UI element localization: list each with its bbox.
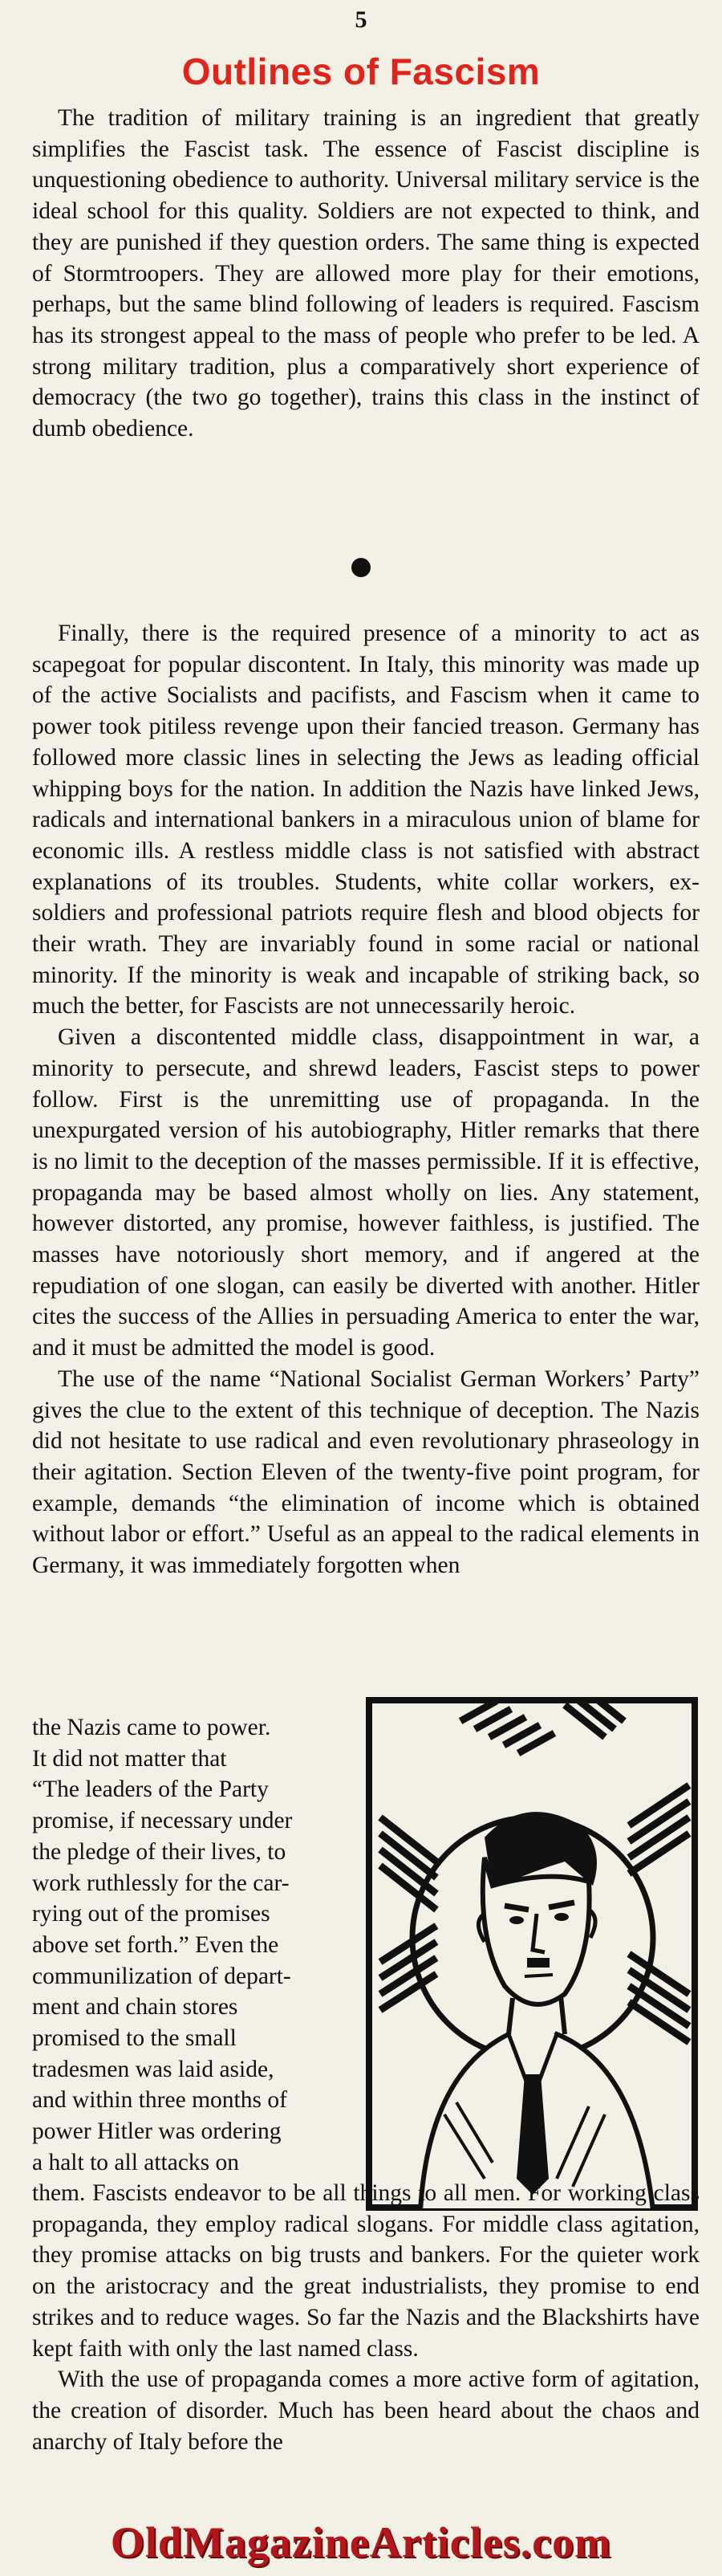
paragraph-1: The tradition of military training is an ingredient that greatly simplifies the Fascist task. The essence of Fascist discipline is unquestioning obedience to authority. Universal military service is the ideal school for this quality. Soldiers are not expected to think, and they are punished if they question orders. The same thing is expected of Stormtroopers. They are allowed more play for their emotions, perhaps, but the same blind following of leaders is required. Fascism has its strongest appeal to the mass of people who prefer to be led. A strong military tradition, plus a comparatively short experience of democracy (the two go together), trains this class in the instinct of dumb obedience. [32, 105, 700, 442]
wrapped-text-line: the pledge of their lives, to [32, 1838, 286, 1865]
wrapped-text-line: It did not matter that [32, 1745, 227, 1772]
wrapped-text-line: work ruthlessly for the car- [32, 1870, 290, 1896]
wrapped-text-line: communilization of depart- [32, 1963, 291, 1989]
wrapped-text-line: and within three months of [32, 2087, 287, 2114]
paragraph-3: Given a discontented middle class, disappointment in war, a minority to persecute, and shrewd leaders, Fascist steps to power follow. First is the unremitting use of propaganda. In the unexpurgated version of his autobiography, Hitler remarks that there is no limit to the deception of the masses permissible. If it is effective, propaganda may be based almost wholly on lies. Any statement, however distorted, any promise, however faithless, is justified. The masses have notoriously short memory, and if angered at the repudiation of one slogan, can easily be diverted with another. Hitler cites the success of the Allies in persuading America to enter the war, and it must be admitted the model is good. [32, 1024, 700, 1361]
wrapped-text-line: promised to the small [32, 2025, 237, 2052]
paragraph-2: Finally, there is the required presence of a minority to act as scapegoat for popular discontent. In Italy, this minority was made up of the active Socialists and pacifists, and Fascism when it came to power took pitiless revenge upon their fancied treason. Germany has followed more classic lines in selecting the Jews as leading official whipping boys for the nation. In addition the Nazis have linked Jews, radicals and international bankers in a miraculous union of blame for economic ills. A restless middle class is not satisfied with abstract explanations of its troubles. Students, white collar workers, ex-soldiers and professional patriots require flesh and blood objects for their wrath. They are invariably found in some racial or national minority. If the minority is weak and incapable of striking back, so much the better, for Fascists are not unnecessarily heroic. [32, 621, 700, 1019]
article-section-1 [32, 103, 700, 445]
hitler-portrait-illustration [364, 1697, 700, 2211]
site-watermark: OldMagazineArticles.com [110, 2518, 612, 2566]
wrapped-text-line: power Hitler was ordering [32, 2118, 282, 2145]
wrapped-text-line: promise, if necessary under [32, 1808, 293, 1834]
wrapped-text-line: the Nazis came to power. [32, 1715, 271, 1740]
wrapped-text-line: ment and chain stores [32, 1994, 238, 2021]
paragraph-4: The use of the name “National Socialist German Workers’ Party” gives the clue to the extent of this technique of deception. The Nazis did not hesitate to use radical and even revolutionary phraseology in their agitation. Section Eleven of the twenty-five point program, for example, demands “the elimination of income which is obtained without labor or effort.” Useful as an appeal to the radical elements in Germany, it was immediately forgotten when [32, 1365, 700, 1579]
wrapped-text-line: “The leaders of the Party [32, 1776, 269, 1803]
wrapped-text-column [32, 1712, 361, 2179]
paragraph-5: With the use of propaganda comes a more active form of agitation, the creation of disorder. Much has been heard about the chaos and anarchy of Italy before the [32, 2366, 700, 2455]
wrapped-text-line: a halt to all attacks on [32, 2149, 240, 2175]
section-divider-bullet [351, 558, 371, 577]
wrapped-text-line: rying out of the promises [32, 1901, 270, 1927]
article-section-3 [32, 2178, 700, 2457]
article-title: Outlines of Fascism [181, 51, 541, 92]
page-number: 5 [355, 6, 367, 33]
paragraph-4-continued: them. Fascists endeavor to be all things to all men. For working class propaganda, they employ radical slogans. For middle class agitation, they promise attacks on big trusts and bankers. For the quieter work on the aristocracy and the great industrialists, they promise to end strikes and to reduce wages. So far the Nazis and the Blackshirts have kept faith with only the last named class. [32, 2180, 700, 2362]
wrapped-text-line: tradesmen was laid aside, [32, 2056, 274, 2082]
article-section-2 [32, 618, 700, 1581]
wrapped-text-line: above set forth.” Even the [32, 1931, 279, 1958]
